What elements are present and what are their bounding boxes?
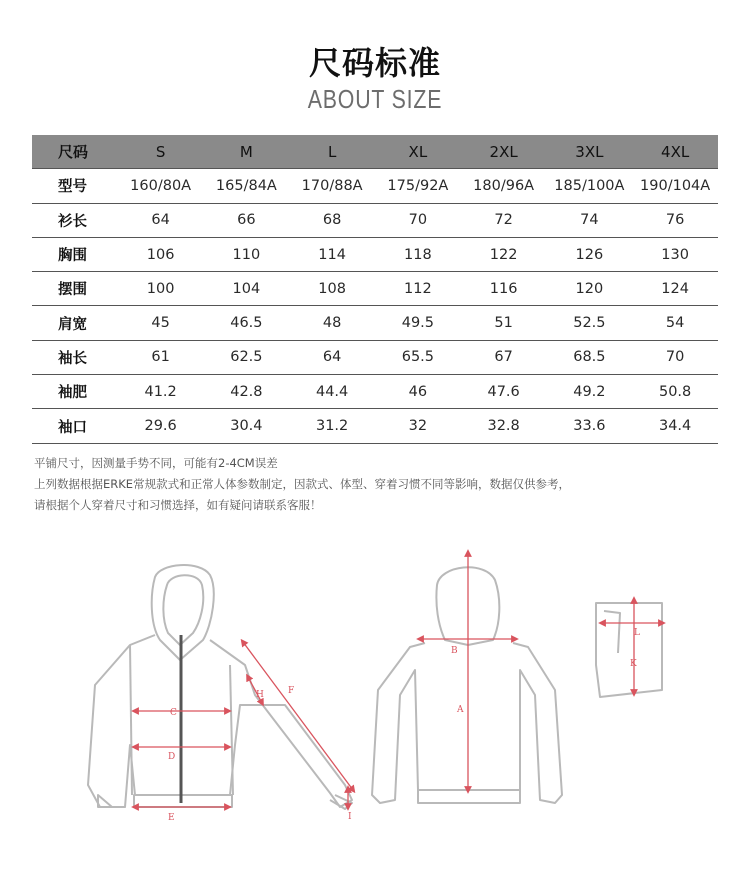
row-label: 摆围: [32, 272, 118, 306]
row-label: 肩宽: [32, 306, 118, 340]
table-cell: 76: [632, 203, 718, 237]
table-cell: 64: [289, 340, 375, 374]
table-cell: 190/104A: [632, 169, 718, 203]
row-label: 袖口: [32, 409, 118, 443]
size-notes: [34, 453, 724, 516]
table-cell: 72: [461, 203, 547, 237]
table-cell: 42.8: [204, 375, 290, 409]
header-cell: 3XL: [547, 135, 633, 169]
table-cell: 108: [289, 272, 375, 306]
table-cell: 120: [547, 272, 633, 306]
table-cell: 64: [118, 203, 204, 237]
table-cell: 65.5: [375, 340, 461, 374]
table-cell: 51: [461, 306, 547, 340]
table-cell: 106: [118, 237, 204, 271]
table-row: [32, 306, 718, 340]
hood-illustration: [596, 603, 662, 697]
header-cell: M: [204, 135, 290, 169]
table-cell: 165/84A: [204, 169, 290, 203]
table-cell: 160/80A: [118, 169, 204, 203]
label-h: H: [256, 690, 264, 700]
table-cell: 32.8: [461, 409, 547, 443]
header-cell: 尺码: [32, 135, 118, 169]
note-line: 平铺尺寸，因测量手势不同，可能有2-4CM误差: [34, 456, 278, 470]
front-jacket-illustration: [88, 565, 352, 809]
table-row: [32, 340, 718, 374]
measure-line-f: [243, 642, 353, 790]
note-line: 上列数据根据ERKE常规款式和正常人体参数制定，因款式、体型、穿着习惯不同等影响，数据仅供参考，: [34, 477, 571, 491]
label-k: K: [630, 659, 637, 669]
table-cell: 175/92A: [375, 169, 461, 203]
table-cell: 46: [375, 375, 461, 409]
table-cell: 45: [118, 306, 204, 340]
table-cell: 50.8: [632, 375, 718, 409]
row-label: 衫长: [32, 203, 118, 237]
header-cell: L: [289, 135, 375, 169]
table-cell: 66: [204, 203, 290, 237]
table-cell: 68: [289, 203, 375, 237]
table-cell: 49.2: [547, 375, 633, 409]
table-row: [32, 375, 718, 409]
label-e: E: [168, 813, 175, 823]
measurement-diagram: [0, 545, 750, 845]
table-cell: 126: [547, 237, 633, 271]
table-cell: 116: [461, 272, 547, 306]
table-row: [32, 169, 718, 203]
table-cell: 34.4: [632, 409, 718, 443]
table-cell: 68.5: [547, 340, 633, 374]
table-cell: 29.6: [118, 409, 204, 443]
back-jacket-illustration: [372, 567, 562, 803]
label-f: F: [288, 686, 295, 696]
table-cell: 124: [632, 272, 718, 306]
table-cell: 118: [375, 237, 461, 271]
table-cell: 30.4: [204, 409, 290, 443]
label-a: A: [457, 705, 464, 715]
front-measurements: [135, 642, 353, 807]
table-cell: 33.6: [547, 409, 633, 443]
label-l: L: [634, 628, 640, 638]
page-subtitle: ABOUT SIZE: [307, 84, 443, 114]
table-cell: 49.5: [375, 306, 461, 340]
size-chart-table: [32, 135, 718, 444]
table-cell: 62.5: [204, 340, 290, 374]
table-cell: 46.5: [204, 306, 290, 340]
label-d: D: [168, 752, 176, 762]
row-label: 胸围: [32, 237, 118, 271]
table-cell: 70: [632, 340, 718, 374]
row-label: 袖肥: [32, 375, 118, 409]
table-cell: 54: [632, 306, 718, 340]
label-b: B: [451, 646, 458, 656]
table-cell: 100: [118, 272, 204, 306]
table-cell: 130: [632, 237, 718, 271]
table-cell: 47.6: [461, 375, 547, 409]
table-cell: 74: [547, 203, 633, 237]
table-cell: 110: [204, 237, 290, 271]
table-header-row: [32, 135, 718, 169]
table-cell: 180/96A: [461, 169, 547, 203]
table-cell: 44.4: [289, 375, 375, 409]
row-label: 型号: [32, 169, 118, 203]
table-cell: 61: [118, 340, 204, 374]
table-cell: 185/100A: [547, 169, 633, 203]
table-cell: 67: [461, 340, 547, 374]
table-cell: 112: [375, 272, 461, 306]
label-c: C: [170, 708, 177, 718]
page-title: 尺码标准: [308, 44, 441, 82]
table-row: [32, 272, 718, 306]
table-row: [32, 237, 718, 271]
note-line: 请根据个人穿着尺寸和习惯选择，如有疑问请联系客服！: [34, 498, 322, 512]
table-cell: 48: [289, 306, 375, 340]
table-cell: 41.2: [118, 375, 204, 409]
table-row: [32, 409, 718, 443]
header-cell: 4XL: [632, 135, 718, 169]
row-label: 袖长: [32, 340, 118, 374]
header-cell: XL: [375, 135, 461, 169]
table-cell: 52.5: [547, 306, 633, 340]
table-row: [32, 203, 718, 237]
header-cell: 2XL: [461, 135, 547, 169]
table-cell: 114: [289, 237, 375, 271]
table-cell: 170/88A: [289, 169, 375, 203]
header-cell: S: [118, 135, 204, 169]
table-cell: 70: [375, 203, 461, 237]
table-cell: 104: [204, 272, 290, 306]
table-cell: 122: [461, 237, 547, 271]
table-cell: 31.2: [289, 409, 375, 443]
label-i: I: [348, 812, 352, 822]
table-cell: 32: [375, 409, 461, 443]
